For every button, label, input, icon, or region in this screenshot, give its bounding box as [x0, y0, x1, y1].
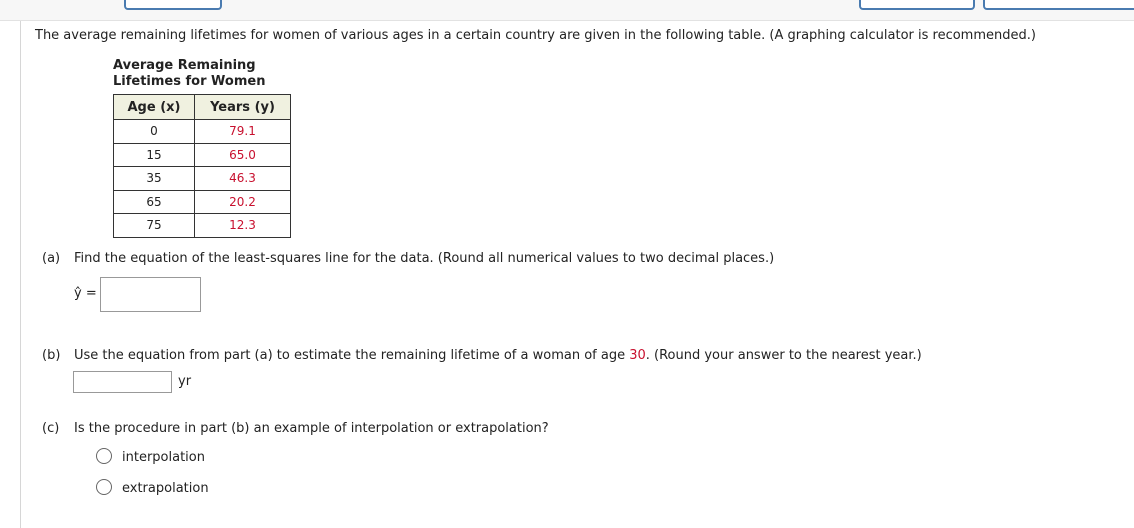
part-a-text: Find the equation of the least-squares line for the data. (Round all numerical values to two decimal places.): [74, 251, 775, 266]
table-row: [114, 167, 291, 191]
cell-age: 0: [114, 120, 195, 144]
part-a-label: (a): [42, 251, 61, 266]
table-row: [114, 143, 291, 167]
cell-age: 15: [114, 143, 195, 167]
toolbar-button-1[interactable]: [124, 0, 222, 10]
part-c-text: Is the procedure in part (b) an example of interpolation or extrapolation?: [74, 421, 549, 436]
interpolation-radio[interactable]: [96, 448, 112, 464]
lifetime-table: [113, 94, 291, 238]
top-toolbar-strip: [0, 0, 1134, 21]
cell-age: 65: [114, 190, 195, 214]
cell-years: 12.3: [195, 214, 291, 238]
cell-age: 35: [114, 167, 195, 191]
column-header-age: Age (x): [114, 95, 195, 120]
table-caption-line2: Lifetimes for Women: [113, 74, 266, 89]
part-b-label: (b): [42, 348, 61, 363]
table-row: [114, 120, 291, 144]
table-header-row: [114, 95, 291, 120]
part-b-text-after: . (Round your answer to the nearest year.): [645, 348, 922, 363]
cell-age: 75: [114, 214, 195, 238]
question-intro: The average remaining lifetimes for women of various ages in a certain country are given in the following table. (A graphing calculator is recommended.): [35, 28, 1036, 43]
part-c-label: (c): [42, 421, 60, 436]
cell-years: 65.0: [195, 143, 291, 167]
part-b-question: [74, 348, 922, 363]
cell-years: 46.3: [195, 167, 291, 191]
table-row: [114, 190, 291, 214]
toolbar-button-2[interactable]: [859, 0, 975, 10]
table-caption: [113, 58, 265, 90]
least-squares-equation-input[interactable]: [100, 277, 201, 312]
unit-label: yr: [178, 374, 192, 389]
cell-years: 79.1: [195, 120, 291, 144]
table-row: [114, 214, 291, 238]
left-divider: [20, 21, 21, 528]
part-b-age: 30: [629, 348, 646, 363]
cell-years: 20.2: [195, 190, 291, 214]
interpolation-label[interactable]: interpolation: [122, 450, 205, 465]
yhat-label: ŷ =: [74, 286, 97, 301]
part-b-text-before: Use the equation from part (a) to estimate the remaining lifetime of a woman of age: [74, 348, 630, 363]
column-header-years: Years (y): [195, 95, 291, 120]
remaining-lifetime-input[interactable]: [73, 371, 172, 393]
extrapolation-label[interactable]: extrapolation: [122, 481, 209, 496]
toolbar-button-3[interactable]: [983, 0, 1134, 10]
table-caption-line1: Average Remaining: [113, 58, 256, 73]
extrapolation-radio[interactable]: [96, 479, 112, 495]
